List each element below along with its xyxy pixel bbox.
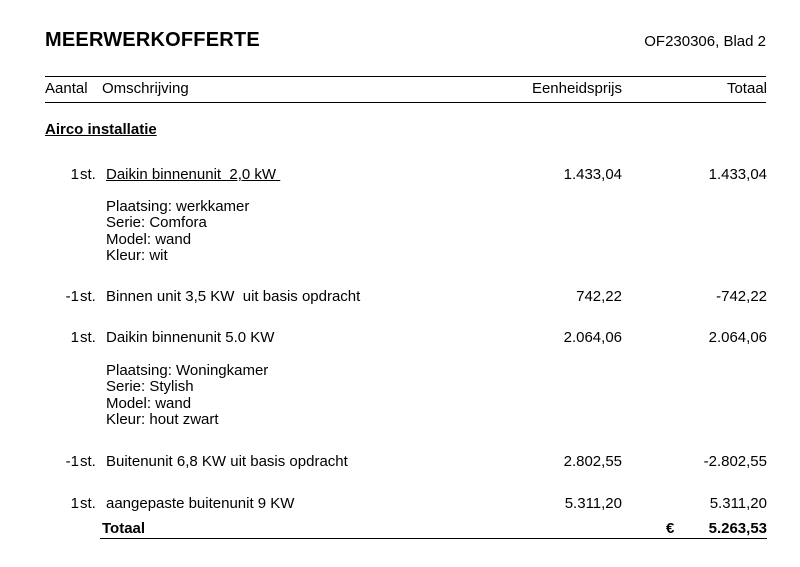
summary-label: Totaal [102,520,146,537]
summary-currency: € [666,520,675,537]
item-unit-price: 2.802,55 [563,453,622,470]
item-detail-line: Plaatsing: Woningkamer [106,362,269,379]
item-unit: st. [80,329,96,346]
item-description: Daikin binnenunit 5.0 KW [106,329,275,346]
item-total: -2.802,55 [703,453,767,470]
item-qty: -1 [65,453,79,470]
item-description: Binnen unit 3,5 KW uit basis opdracht [106,288,361,305]
item-qty: 1 [70,329,79,346]
item-unit: st. [80,453,96,470]
item-unit-price: 1.433,04 [563,166,622,183]
line-item [0,166,800,186]
section-title: Airco installatie [45,121,157,138]
item-description: Buitenunit 6,8 KW uit basis opdracht [106,453,348,470]
item-unit: st. [80,495,96,512]
line-item [0,495,800,515]
item-total: -742,22 [716,288,767,305]
item-total: 1.433,04 [708,166,767,183]
column-header-description: Omschrijving [102,80,189,97]
item-qty: 1 [70,495,79,512]
summary-amount: 5.263,53 [708,520,767,537]
item-description: Daikin binnenunit 2,0 kW [106,166,281,183]
item-total: 2.064,06 [708,329,767,346]
item-unit-price: 742,22 [576,288,622,305]
column-header-unit-price: Eenheidsprijs [531,80,622,97]
item-unit: st. [80,166,96,183]
document-title: MEERWERKOFFERTE [45,29,260,51]
item-unit: st. [80,288,96,305]
item-detail-line: Model: wand [106,394,192,412]
item-qty: -1 [65,288,79,305]
item-detail-line: Serie: Stylish [106,378,194,396]
item-details [106,363,268,428]
column-header-qty: Aantal [45,80,88,97]
item-unit-price: 5.311,20 [564,495,622,512]
summary-rule [100,538,767,539]
item-details [106,199,249,264]
header-bottom-rule [45,102,766,103]
item-detail-line: Serie: Comfora [106,214,207,232]
item-description: aangepaste buitenunit 9 KW [106,495,295,512]
item-total: 5.311,20 [709,495,767,512]
item-detail-line: Kleur: wit [106,246,168,264]
item-detail-line: Kleur: hout zwart [106,410,219,428]
line-item [0,453,800,473]
item-detail-line: Plaatsing: werkkamer [106,198,250,215]
item-unit-price: 2.064,06 [563,329,622,346]
line-item [0,288,800,308]
item-qty: 1 [70,166,79,183]
line-item [0,329,800,349]
header-top-rule [45,76,766,77]
item-detail-line: Model: wand [106,230,192,248]
column-header-total: Totaal [726,80,767,97]
document-reference: OF230306, Blad 2 [644,33,766,50]
